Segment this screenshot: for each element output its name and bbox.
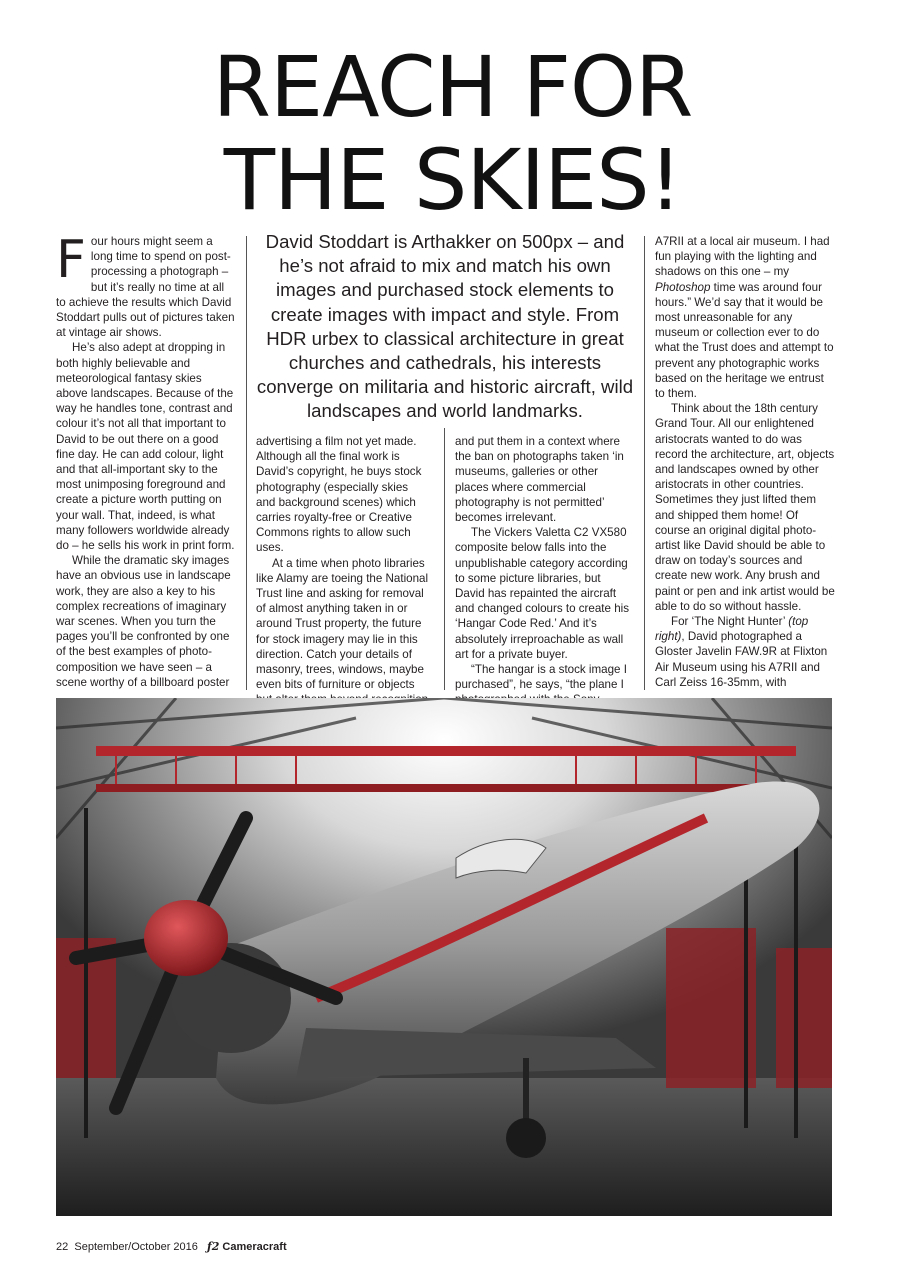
- text-run: , David photographed a Gloster Javelin FAW.9R at Flixton Air Museum using his A7RII and Carl Zeiss 16-35mm, with: [655, 630, 828, 689]
- text-run: time was around four hours.” We’d say that it would be most unreasonable for any museum or collection ever to do what the Trust does and attempt to prevent any photographic works based on the heritage we entrust to them.: [655, 280, 834, 401]
- italic-text: (top right): [655, 615, 809, 644]
- paragraph-2: The Vickers Valetta C2 VX580 composite below falls into the unpublishable category according to some picture libraries, but David has repainted the aircraft and changed colours to create his ‘Hangar Code Red.’ And it’s absolutely irreproachable as wall art for a private buyer.: [455, 526, 630, 661]
- body-column-1: [56, 230, 236, 690]
- page-number: 22: [56, 1241, 69, 1253]
- body-column-2: [256, 434, 430, 708]
- italic-text: Photoshop: [655, 280, 711, 294]
- paragraph-3: [655, 614, 835, 690]
- issue-date: September/October 2016: [74, 1241, 198, 1253]
- paragraph-1: [56, 230, 236, 340]
- headline-line-2: THE SKIES!: [223, 131, 682, 229]
- page-footer: [56, 1240, 287, 1253]
- paragraph-2: He’s also adept at dropping in both highly believable and meteorological fantasy skies above landscapes. Because of the way he handles tone, contrast and colour it’s not all that important to David to be out there on a good fine day. He can add colour, light and that all-important sky to the most unimposing foreground and create a picture worth putting on your wall. That, indeed, is what many followers worldwide already do – he sells his work in print form.: [56, 341, 235, 553]
- standfirst: David Stoddart is Arthakker on 500px – and he’s not afraid to mix and match his own images and purchased stock elements to create images with impact and style. From HDR urbex to classical architecture in great churches and cathedrals, his interests converge on militaria and historic aircraft, wild landscapes and world landmarks.: [256, 231, 634, 422]
- paragraph-1: [655, 234, 835, 401]
- paragraph-text: our hours might seem a long time to spend on post-processing a photograph – but it’s really no time at all to achieve the results which David Stoddart pulls out of pictures taken at vintage air shows.: [56, 235, 235, 340]
- paragraph-1: and put them in a context where the ban on photographs taken ‘in museums, galleries or other places where commercial photography is not permitted’ becomes irrelevant.: [455, 435, 624, 525]
- text-run: A7RII at a local air museum. I had fun playing with the lighting and shadows on this one – my: [655, 235, 830, 279]
- hangar-aircraft-photo: [56, 698, 832, 1216]
- paragraph-3: “The hangar is a stock image I purchased”, he says, “the plane I: [455, 663, 627, 692]
- column-divider: [444, 428, 445, 690]
- red-propeller-spinner: [144, 900, 228, 976]
- body-column-4: [655, 234, 835, 690]
- text-run: For ‘The Night Hunter’: [671, 615, 789, 629]
- paragraph-2: Think about the 18th century Grand Tour. All our enlightened aristocrats wanted to do was record the architecture, art, objects and landscapes owned by other aristocrats in other countries. Sometimes they just lifted them and shipped them home! Of course an original digital photo-artist like David should be able to draw on today’s sources and create new work. Any brush and paint or pen and ink artist would be able to do so without hassle.: [655, 402, 835, 613]
- brand-name: Cameracraft: [222, 1241, 287, 1253]
- paragraph-2: At a time when photo libraries like Alamy are toeing the National Trust line and asking for removal of almost anything taken in or around Trust property, the future for stock imagery may lie in this direction. Catch your details of masonry, trees, windows, maybe even bits of furniture or objects: [256, 556, 429, 692]
- paragraph-3: While the dramatic sky images have an obvious use in landscape work, they are also a key to his complex recreations of imaginary war scenes. When you turn the pages you’ll be confronted by one of the best examples of photo-composition we have seen – a scene worthy of a billboard poster: [56, 554, 231, 689]
- column-divider: [644, 236, 645, 690]
- magazine-brand: [207, 1241, 287, 1253]
- headline-line-1: REACH FOR: [212, 38, 693, 136]
- body-column-3: [455, 434, 631, 708]
- hangar-floor: [56, 1078, 832, 1216]
- column-divider: [246, 236, 247, 690]
- photo-illustration: [56, 698, 832, 1216]
- paragraph-1: advertising a film not yet made. Although all the final work is David’s copyright, he buys stock photography (especially skies and background scenes) which carries royalty-free or Creative Commons rights to allow such uses.: [256, 435, 422, 555]
- brand-mark: ƒ2: [206, 1240, 220, 1253]
- drop-cap: F: [56, 230, 86, 290]
